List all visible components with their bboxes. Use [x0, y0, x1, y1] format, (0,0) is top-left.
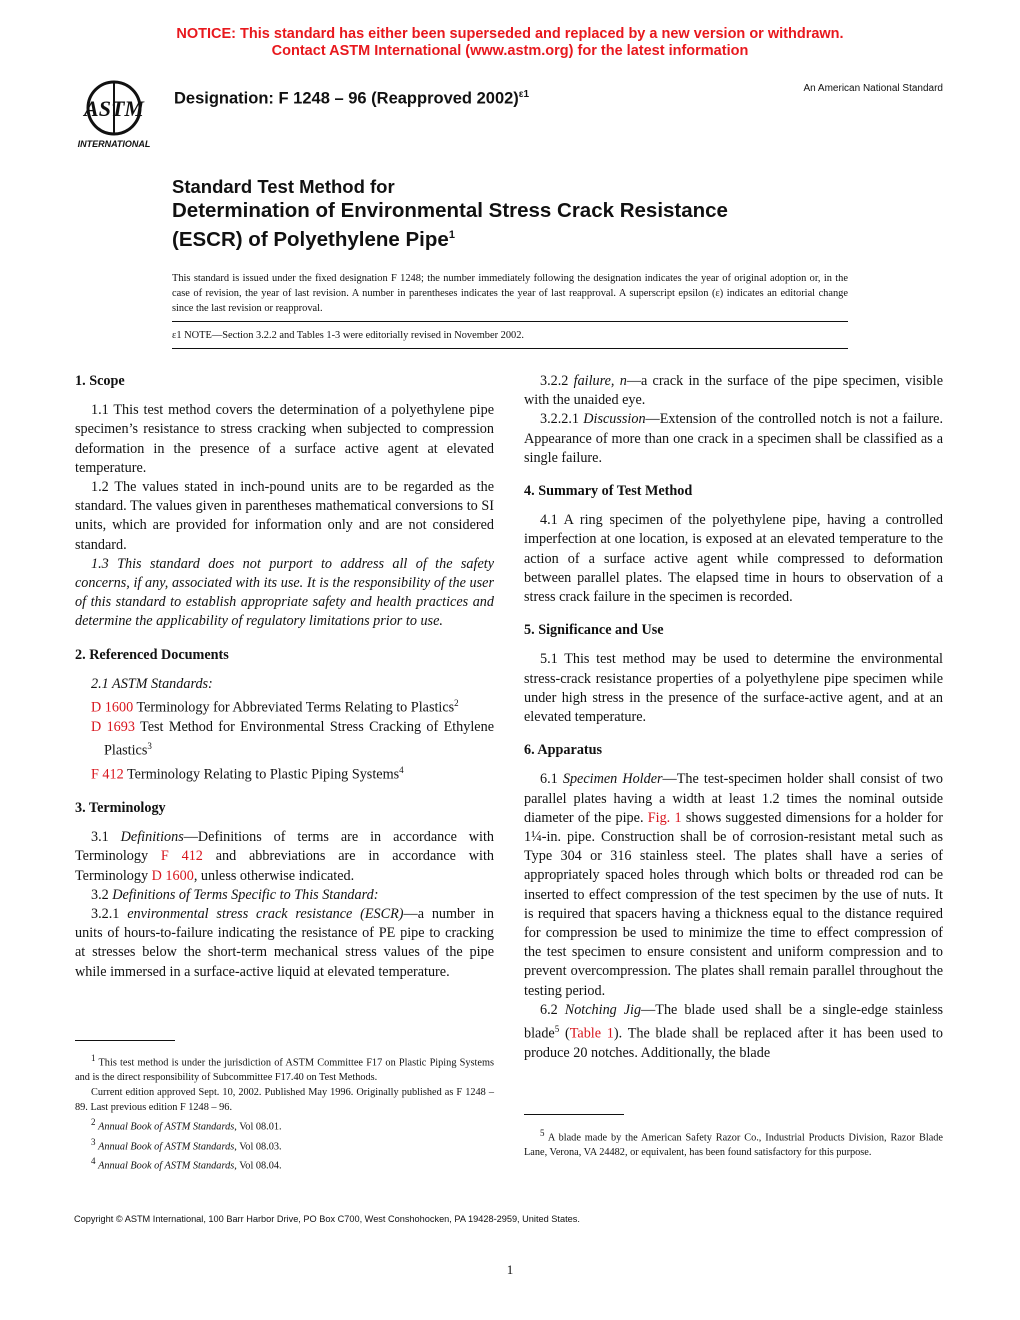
- para-3-1-term: Definitions: [120, 829, 184, 846]
- ref-d1693: [75, 718, 494, 761]
- right-column: [524, 372, 943, 1063]
- link-d1600-inline[interactable]: D 1600: [151, 867, 194, 884]
- para-3-2-2-text: —a crack in the surface of the pipe specimen, visible with the unaided eye.: [524, 373, 943, 409]
- para-3-1-text-b: and abbreviations are in accordance with Terminology: [75, 848, 495, 884]
- para-3-2-2-num: 3.2.2: [540, 373, 574, 389]
- para-3-2-2-term: failure, n: [573, 373, 627, 389]
- para-6-2: [524, 1001, 943, 1063]
- para-6-1-text-a: —The test-specimen holder shall consist of two parallel plates having a width at least 1.2 times the nominal outside diameter of the pipe.: [524, 771, 943, 826]
- link-table-1[interactable]: Table 1: [569, 1025, 614, 1042]
- american-national-standard: An American National Standard: [803, 83, 943, 94]
- ref-d1693-text: Test Method for Environmental Stress Cracking of Ethylene Plastics: [104, 718, 494, 759]
- para-3-1-text-a: —Definitions of terms are in accordance with Terminology: [75, 829, 495, 865]
- heading-scope: 1. Scope: [75, 373, 125, 389]
- title-footnote-sup: 1: [448, 229, 455, 241]
- para-2-1-text: 2.1 ASTM Standards:: [91, 675, 213, 692]
- para-3-2-1-text: —a number in units of hours-to-failure indicating the resistance of PE pipe to cracking at stresses below the short-term mechanical stress values of the pipe while immersed in a surface-active liquid at elevated temperature.: [75, 906, 494, 980]
- footnotes-left: [75, 1051, 494, 1174]
- link-d1600[interactable]: D 1600: [91, 699, 134, 716]
- footnote-1b: Current edition approved Sept. 10, 2002. Published May 1996. Originally published as F 1248 – 89. Last previous edition F 1248 – 96.: [75, 1087, 494, 1114]
- footnote-4: $^4$ Annual Book of ASTM Standards, Vol 08.04.: [91, 1156, 282, 1172]
- para-3-2-2-1-num: 3.2.2.1: [540, 411, 584, 428]
- footnote-1-text: This test method is under the jurisdiction of ASTM Committee F17 on Plastic Piping Systems and is the direct responsibility of Subcommittee F17.40 on Test Methods.: [75, 1057, 494, 1084]
- designation-sup: ε1: [518, 89, 530, 100]
- link-f412[interactable]: F 412: [91, 766, 124, 783]
- para-6-2-sup: 5: [554, 1024, 560, 1035]
- left-column: [75, 372, 494, 982]
- heading-apparatus: 6. Apparatus: [524, 742, 603, 759]
- copyright: Copyright © ASTM International, 100 Barr Harbor Drive, PO Box C700, West Conshohocken, PA 19428-2959, United States.: [74, 1214, 580, 1224]
- superseded-notice: [0, 26, 1020, 60]
- footnote-2-vol: , Vol 08.01.: [234, 1121, 282, 1133]
- footnote-3-title: Annual Book of ASTM Standards: [98, 1141, 235, 1153]
- heading-terminology: 3. Terminology: [75, 800, 166, 817]
- para-6-2-text-b: (: [559, 1025, 570, 1042]
- title-line-2: Determination of Environmental Stress Crack Resistance: [172, 199, 728, 222]
- para-1-2: 1.2 The values stated in inch-pound units are to be regarded as the standard. The values given in parentheses mathematical conversions to SI units, which are provided for information only and are not considered standard.: [75, 479, 494, 553]
- notice-line-1: NOTICE: This standard has either been superseded and replaced by a new version or withdrawn.: [176, 26, 844, 42]
- divider-bottom: [172, 348, 848, 349]
- para-3-2-1: [75, 905, 494, 982]
- astm-logo: [74, 78, 162, 150]
- link-fig-1[interactable]: Fig. 1: [647, 809, 682, 826]
- footnote-1: $^1$ This test method is under the jurisdiction of ASTM Committee F17 on Plastic Piping Systems and is the direct responsibility of Subcommittee F17.40 on Test Methods.: [75, 1053, 494, 1084]
- para-3-2: [75, 886, 494, 905]
- ref-d1600: [75, 694, 494, 718]
- divider-top: [172, 321, 848, 322]
- footnote-3-vol: , Vol 08.03.: [234, 1141, 282, 1153]
- para-5-1: 5.1 This test method may be used to determine the environmental stress-crack resistance properties of a polyethylene pipe specimen while under high stress in the presence of the surface-active agent, and at an elevated temperature.: [524, 651, 943, 726]
- para-3-2-2-1: [524, 410, 943, 468]
- para-4-1: 4.1 A ring specimen of the polyethylene pipe, having a controlled imperfection at one location, is exposed at an elevated temperature to the action of a surface active agent while compressed to deformation between parallel plates. The elapsed time in hours to observation of a stress crack failure in the specimen is recorded.: [524, 512, 943, 606]
- page-number: 1: [506, 1262, 514, 1277]
- para-6-1-term: Specimen Holder: [562, 771, 663, 788]
- heading-significance: 5. Significance and Use: [524, 622, 664, 639]
- para-3-2-2-1-term: Discussion: [583, 411, 646, 428]
- footnote-2: $^2$ Annual Book of ASTM Standards, Vol 08.01.: [91, 1117, 282, 1133]
- para-6-1-num: 6.1: [540, 771, 563, 788]
- footnote-5-text: A blade made by the American Safety Razor Co., Industrial Products Division, Razor Blade Lane, Verona, VA 24482, or equivalent, has been found satisfactory for this purpose.: [524, 1132, 943, 1159]
- heading-summary: 4. Summary of Test Method: [524, 483, 693, 500]
- para-3-2-1-term: environmental stress crack resistance (ESCR): [127, 906, 404, 923]
- designation-text: Designation: F 1248 – 96 (Reapproved 2002): [174, 89, 519, 108]
- para-3-1: [75, 828, 494, 886]
- para-1-1: 1.1 This test method covers the determination of a polyethylene pipe specimen’s resistance to stress cracking when subjected to compression deformation in the presence of a surface active agent at elevated temperature.: [75, 402, 494, 476]
- para-6-1-text-b: shows suggested dimensions for a holder for 1¼-in. pipe. Construction shall be of corrosion-resistant metal such as Type 304 or 316 stainless steel. The plates shall have a series of appropriately spaced holes through which bolts or threaded rod can be inserted to effect compression of the test specimen by the use of nuts. It is required that spacers having a thickness equal to the distance required for compression be used to minimize the time to effect compression of the test specimen to ensure consistent and uniform compression and to prevent overcompression. The plates shall remain parallel throughout the testing period.: [524, 809, 943, 999]
- para-6-2-term: Notching Jig: [564, 1001, 642, 1018]
- para-6-2-text-a: —The blade used shall be a single-edge stainless blade: [524, 1001, 943, 1042]
- para-1-3: 1.3 This standard does not purport to address all of the safety concerns, if any, associated with its use. It is the responsibility of the user of this standard to establish appropriate safety and health practices and determine the applicability of regulatory limitations prior to use.: [75, 555, 494, 630]
- para-2-1: [75, 675, 494, 694]
- para-6-1: [524, 770, 943, 1000]
- ref-f412-text: Terminology Relating to Plastic Piping Systems: [123, 766, 400, 783]
- title-line-3-text: (ESCR) of Polyethylene Pipe: [172, 227, 449, 251]
- para-6-2-text-c: ). The blade shall be replaced after it has been used to produce 20 notches. Additionally, the blade: [524, 1025, 943, 1062]
- link-d1693[interactable]: D 1693: [91, 718, 135, 735]
- para-6-2-num: 6.2: [540, 1001, 565, 1018]
- para-3-2-2: [524, 372, 943, 410]
- para-3-2-term: Definitions of Terms Specific to This Standard:: [112, 886, 379, 903]
- link-f412-inline[interactable]: F 412: [160, 848, 203, 865]
- footnotes-right: [524, 1126, 943, 1160]
- footnote-4-vol: , Vol 08.04.: [234, 1160, 282, 1172]
- para-3-1-num: 3.1: [91, 829, 121, 846]
- heading-referenced-documents: 2. Referenced Documents: [75, 646, 229, 663]
- ref-d1600-sup: 2: [454, 698, 459, 709]
- ref-f412: [75, 761, 494, 785]
- para-3-2-num: 3.2: [91, 886, 113, 903]
- para-3-2-1-num: 3.2.1: [91, 906, 128, 923]
- para-3-2-2-1-text: —Extension of the controlled notch is not a failure. Appearance of more than one crack in a specimen shall be classified as a single failure.: [524, 411, 944, 466]
- footnote-rule-left: [75, 1040, 175, 1041]
- footnote-2-title: Annual Book of ASTM Standards: [98, 1121, 235, 1133]
- para-3-1-text-c: , unless otherwise indicated.: [193, 867, 355, 884]
- document-title: [172, 176, 932, 252]
- notice-line-2: Contact ASTM International (www.astm.org) for the latest information: [271, 43, 749, 59]
- footnote-5: $^5$ A blade made by the American Safety Razor Co., Industrial Products Division, Razor Blade Lane, Verona, VA 24482, or equivalent, has been found satisfactory for this purpose.: [524, 1128, 943, 1159]
- ref-d1600-text: Terminology for Abbreviated Terms Relating to Plastics: [133, 699, 455, 716]
- issued-under-text: This standard is issued under the fixed designation F 1248; the number immediately following the designation indicates the year of original adoption or, in the case of revision, the year of last revision. A number in parentheses indicates the year of last reapproval. A superscript epsilon (ε) indicates an editorial change since the last revision or reapproval.: [172, 273, 848, 314]
- title-line-3: [172, 223, 932, 252]
- logo-letters: ASTM: [84, 96, 144, 121]
- footnote-3: $^3$ Annual Book of ASTM Standards, Vol 08.03.: [91, 1136, 282, 1153]
- ref-f412-sup: 4: [399, 765, 404, 776]
- footnote-rule-right: [524, 1114, 624, 1115]
- title-line-1: Standard Test Method for: [172, 176, 395, 197]
- ref-d1693-sup: 3: [147, 741, 152, 752]
- editorial-note: ε1 NOTE—Section 3.2.2 and Tables 1-3 were editorially revised in November 2002.: [172, 330, 525, 341]
- logo-text: INTERNATIONAL: [77, 139, 151, 149]
- footnote-4-title: Annual Book of ASTM Standards: [98, 1160, 235, 1172]
- designation: [174, 89, 529, 109]
